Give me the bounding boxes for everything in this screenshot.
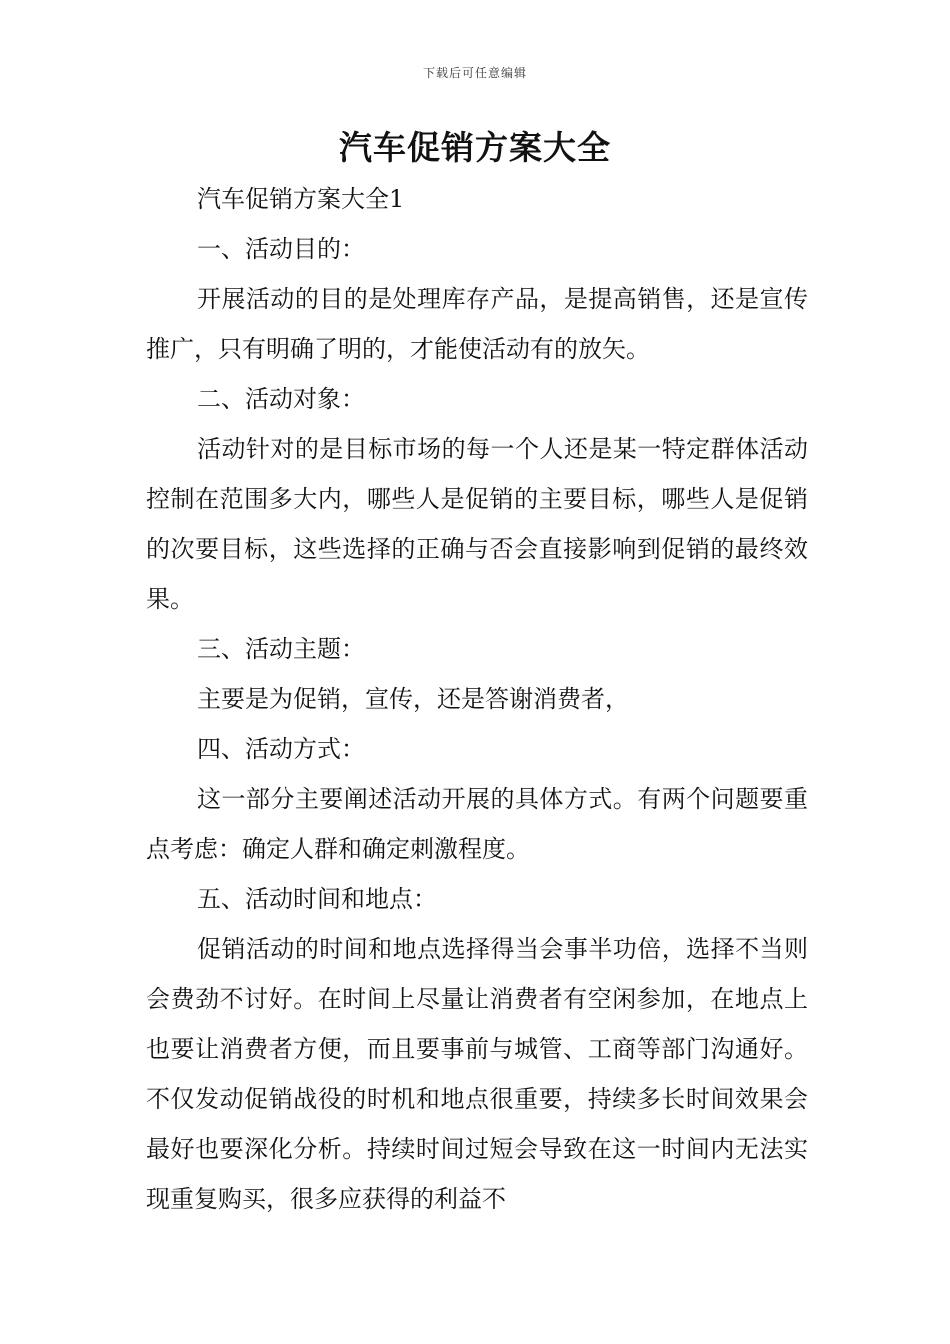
section-heading-target: 二、活动对象： <box>197 385 365 413</box>
document-body <box>146 174 808 1224</box>
section-heading-purpose: 一、活动目的： <box>197 235 365 263</box>
paragraph-theme: 主要是为促销，宣传，还是答谢消费者， <box>197 685 629 713</box>
subtitle-paragraph: 汽车促销方案大全1 <box>197 185 405 213</box>
document-title: 汽车促销方案大全 <box>339 128 611 167</box>
page-header-note: 下载后可任意编辑 <box>422 66 527 80</box>
section-heading-theme: 三、活动主题： <box>197 635 365 663</box>
paragraph-method: 这一部分主要阐述活动开展的具体方式。有两个问题要重点考虑：确定人群和确定刺激程度。 <box>146 785 808 863</box>
paragraph-time-place: 促销活动的时间和地点选择得当会事半功倍，选择不当则会费劲不讨好。在时间上尽量让消费者有空闲参加，在地点上也要让消费者方便，而且要事前与城管、工商等部门沟通好。不仅发动促销战役的时机和地点很重要，持续多长时间效果会最好也要深化分析。持续时间过短会导致在这一时间内无法实现重复购买，很多应获得的利益不 <box>146 935 808 1213</box>
section-heading-method: 四、活动方式： <box>197 735 365 763</box>
paragraph-purpose: 开展活动的目的是处理库存产品，是提高销售，还是宣传推广，只有明确了明的，才能使活动有的放矢。 <box>146 285 808 363</box>
section-heading-time-place: 五、活动时间和地点： <box>197 885 437 913</box>
paragraph-target: 活动针对的是目标市场的每一个人还是某一特定群体活动控制在范围多大内，哪些人是促销的主要目标，哪些人是促销的次要目标，这些选择的正确与否会直接影响到促销的最终效果。 <box>146 435 808 613</box>
